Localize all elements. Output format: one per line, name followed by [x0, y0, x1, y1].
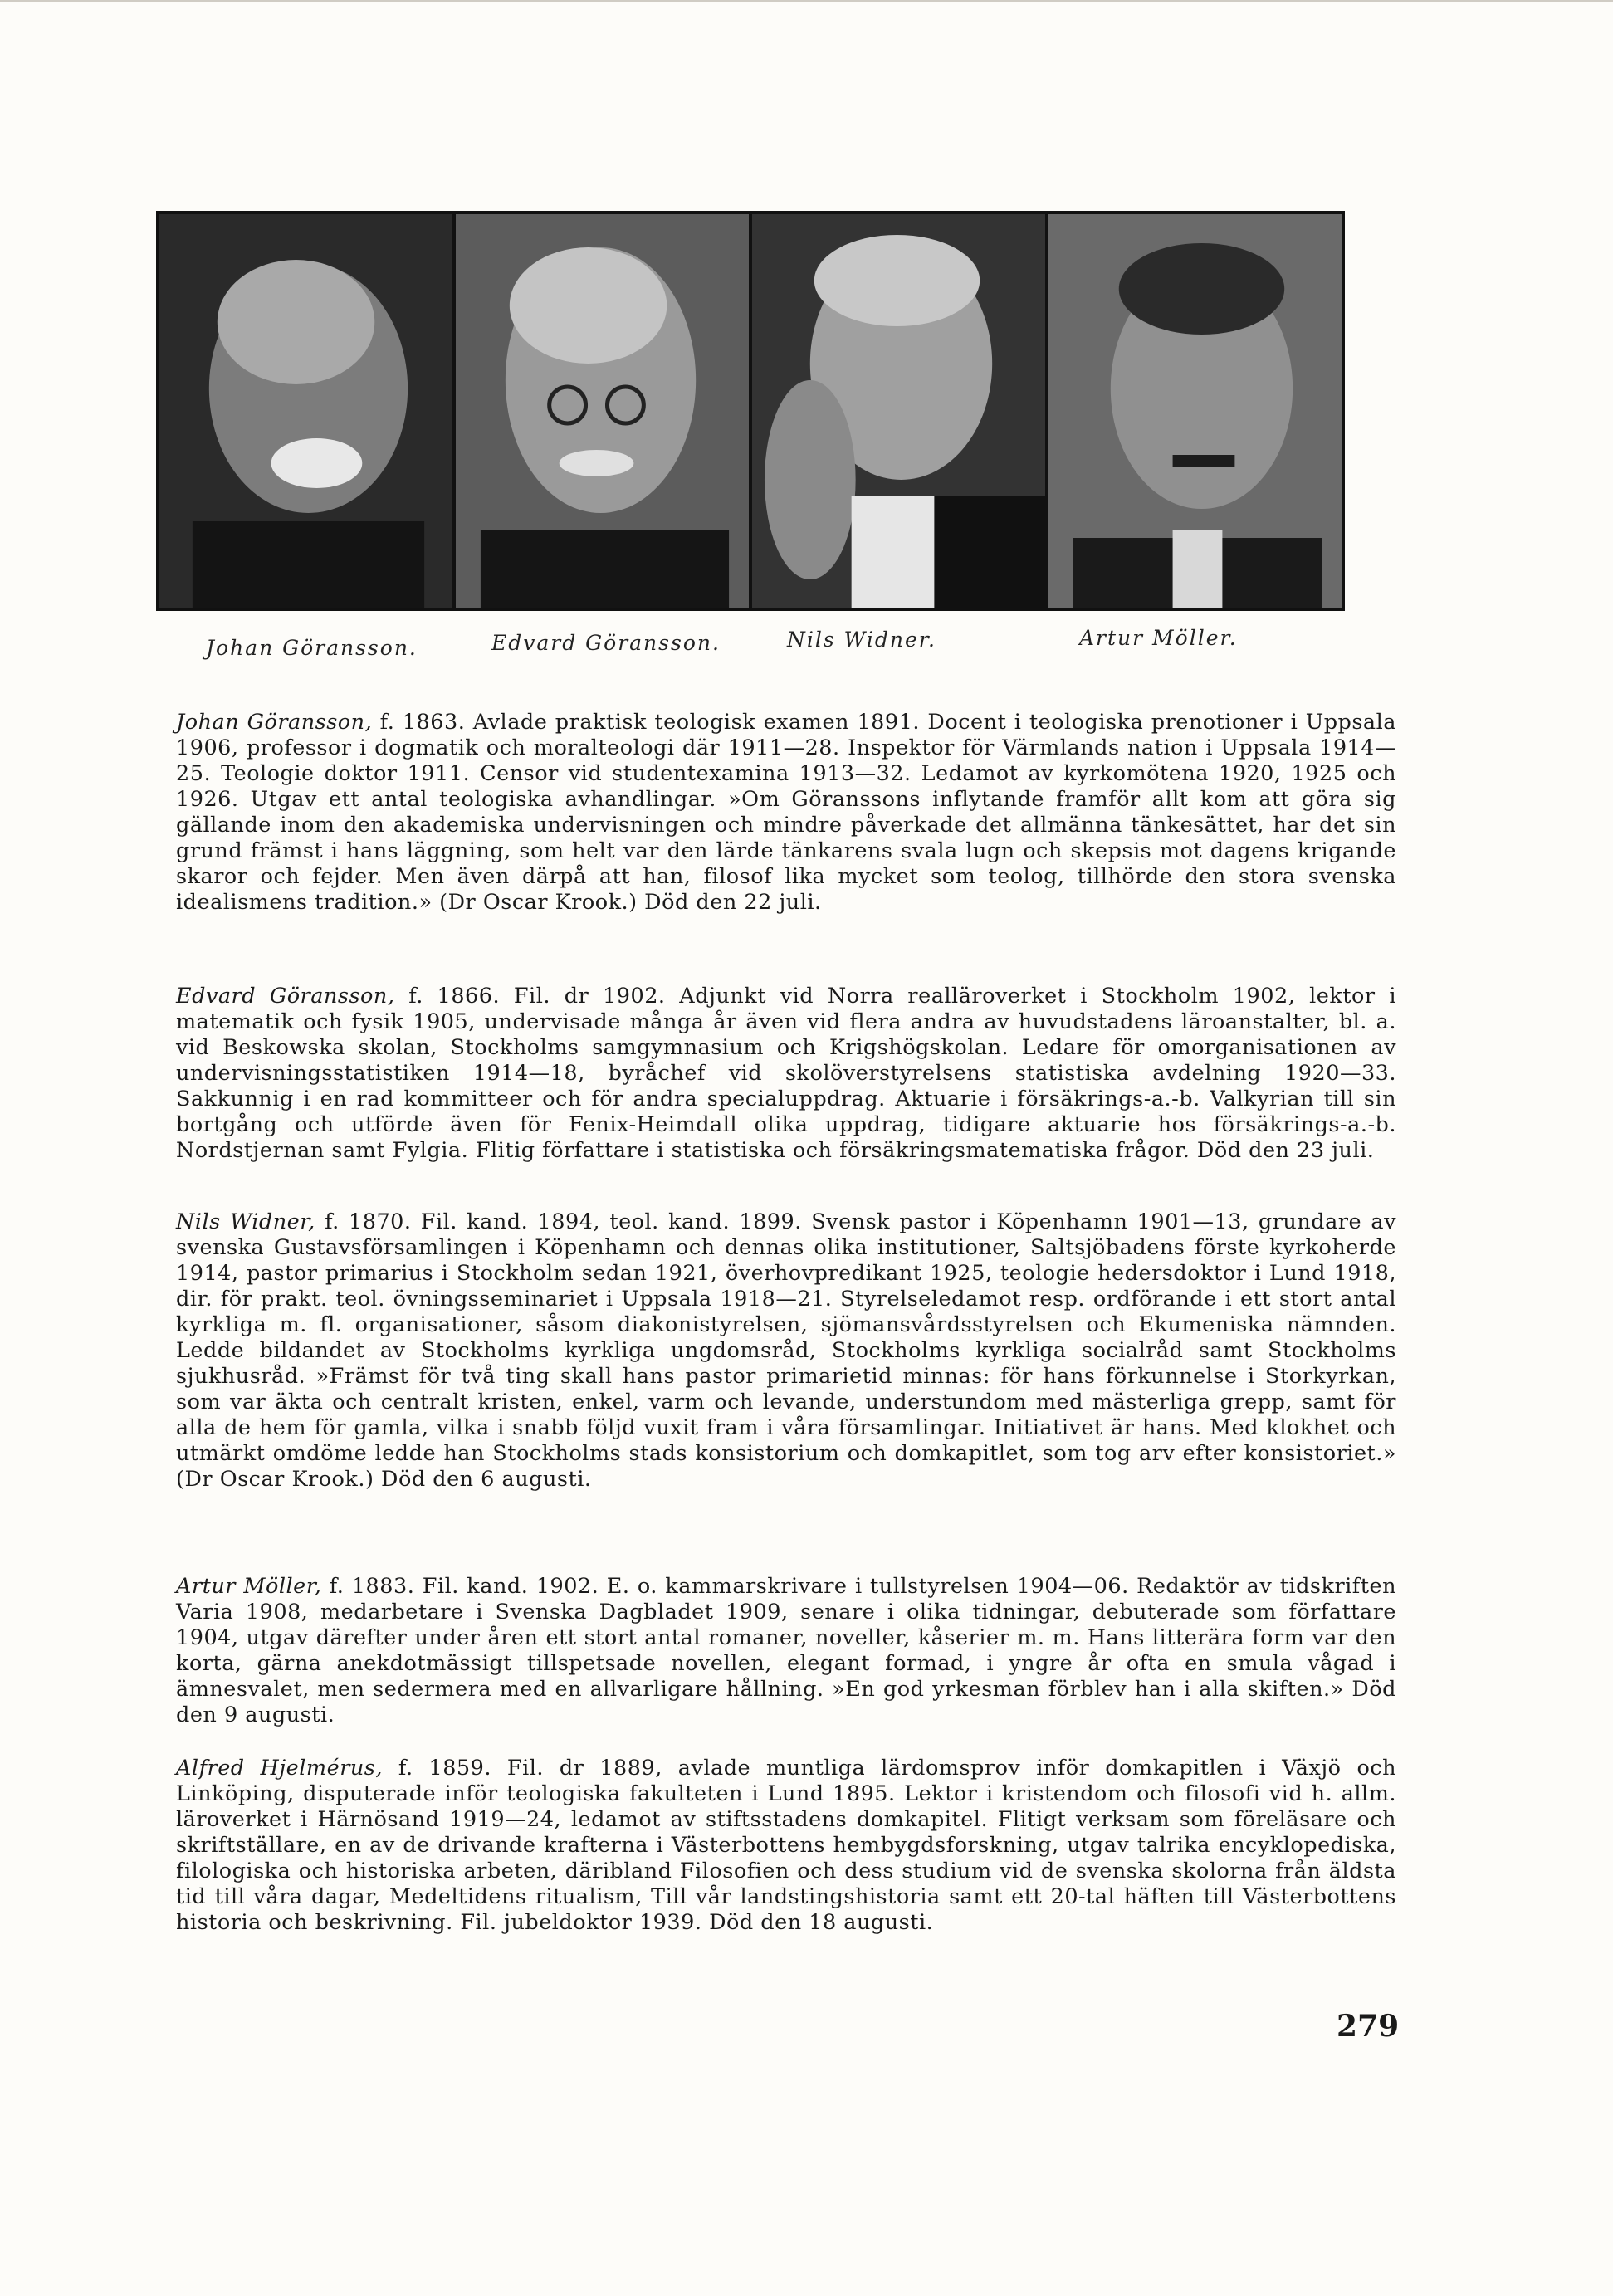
page-edge: [0, 0, 1613, 2]
caption-johan-goransson: Johan Göransson.: [206, 636, 418, 660]
entry-nils-widner: [176, 1209, 1396, 1492]
entry-name: Edvard Göransson,: [176, 984, 395, 1009]
entry-text: f. 1859. Fil. dr 1889, avlade muntliga lärdomsprov inför domkapitlen i Växjö och Linköping, disputerade inför teologiska fakulteten i Lund 1895. Lektor i kristendom och filosofi vid h. allm. läroverket i Härnösand 1919—24, ledamot av stiftsstadens domkapitel. Flitigt verksam som föreläsare och skriftställare, en av de drivande krafterna i Västerbottens hembygdsforskning, utgav talrika encyklopediska, filologiska och historiska arbeten, däribland Filosofien och dess studium vid de svenska skolorna från äldsta tid till våra dagar, Medeltidens ritualism, Till vår landstingshistoria samt ett 20-tal häften till Västerbottens historia och beskrivning. Fil. jubeldoktor 1939. Död den 18 augusti.: [176, 1756, 1397, 1935]
portrait-nils-widner: [752, 214, 1045, 608]
caption-edvard-goransson: Edvard Göransson.: [491, 631, 721, 655]
caption-nils-widner: Nils Widner.: [787, 628, 936, 652]
portrait-edvard-goransson: [456, 214, 749, 608]
entry-text: f. 1866. Fil. dr 1902. Adjunkt vid Norra realläroverket i Stockholm 1902, lektor i matematik och fysik 1905, undervisade många år även vid flera andra av huvudstadens läroanstalter, bl. a. vid Beskowska skolan, Stockholms samgymnasium och Krigshögskolan. Ledare för omorganisationen av undervisningsstatistiken 1914—18, byråchef vid skolöverstyrelsens statistiska avdelning 1920—33. Sakkunnig i en rad kommitteer och för andra specialuppdrag. Aktuarie i försäkrings-a.-b. Valkyrian till sin bortgång och utförde även för Fenix-Heimdall olika uppdrag, tidigare aktuarie hos försäkrings-a.-b. Nordstjernan samt Fylgia. Flitig författare i statistiska och försäkringsmatematiska frågor. Död den 23 juli.: [176, 984, 1396, 1163]
portrait-artur-moller: [1048, 214, 1342, 608]
entry-text: f. 1863. Avlade praktisk teologisk examen 1891. Docent i teologiska prenotioner i Uppsala 1906, professor i dogmatik och moralteologi där 1911—28. Inspektor för Värmlands nation i Uppsala 1914—25. Teologie doktor 1911. Censor vid studentexamina 1913—32. Ledamot av kyrkomötena 1920, 1925 och 1926. Utgav ett antal teologiska avhandlingar. »Om Göranssons inflytande framför allt kom att göra sig gällande inom den akademiska undervisningen och mindre påverkade det allmänna tänkesättet, har det sin grund främst i hans läggning, som helt var den lärde tänkarens svala lugn och skepsis mot dagens krigande skaror och fejder. Men även därpå att han, filosof lika mycket som teolog, tillhörde den stora svenska idealismens tradition.» (Dr Oscar Krook.) Död den 22 juli.: [176, 710, 1396, 915]
entry-text: f. 1883. Fil. kand. 1902. E. o. kammarskrivare i tullstyrelsen 1904—06. Redaktör av tidskriften Varia 1908, medarbetare i Svenska Dagbladet 1909, senare i olika tidningar, debuterade som författare 1904, utgav därefter under åren ett stort antal romaner, noveller, kåserier m. m. Hans litterära form var den korta, gärna anekdotmässigt tillspetsade novellen, elegant formad, i yngre år ofta en smula vågad i ämnesvalet, men sedermera med en allvarligare hållning. »En god yrkesman förblev han i alla skiften.» Död den 9 augusti.: [176, 1574, 1397, 1727]
portrait-strip: [156, 211, 1345, 611]
entry-name: Johan Göransson,: [176, 710, 373, 735]
page-number: 279: [1337, 2009, 1400, 2044]
entry-text: f. 1870. Fil. kand. 1894, teol. kand. 1899. Svensk pastor i Köpenhamn 1901—13, grundare av svenska Gustavsförsamlingen i Köpenhamn och dennas olika institutioner, Saltsjöbadens förste kyrkoherde 1914, pastor primarius i Stockholm sedan 1921, överhovpredikant 1925, teologie hedersdoktor i Lund 1918, dir. för prakt. teol. övningsseminariet i Uppsala 1918—21. Styrelseledamot resp. ordförande i ett stort antal kyrkliga m. fl. organisationer, såsom diakonistyrelsen, sjömansvårdsstyrelsen och Ekumeniska nämnden. Ledde bildandet av Stockholms kyrkliga ungdomsråd, Stockholms kyrkliga socialråd samt Stockholms sjukhusråd. »Främst för två ting skall hans pastor primarietid minnas: för hans förkunnelse i Storkyrkan, som var äkta och centralt kristen, enkel, varm och levande, understundom med mästerliga grepp, samt för alla de hem för gamla, vilka i snabb följd vuxit fram i våra församlingar. Initiativet är hans. Med klokhet och utmärkt omdöme ledde han Stockholms stads konsistorium och domkapitlet, som tog arv efter konsistoriet.» (Dr Oscar Krook.) Död den 6 augusti.: [176, 1209, 1396, 1492]
entry-name: Artur Möller,: [176, 1574, 322, 1599]
portrait-captions: [156, 626, 1345, 672]
portrait-johan-goransson: [159, 214, 452, 608]
caption-artur-moller: Artur Möller.: [1079, 626, 1238, 650]
entry-name: Nils Widner,: [176, 1209, 315, 1234]
entry-alfred-hjelmerus: [176, 1756, 1396, 1936]
entry-johan-goransson: [176, 710, 1396, 916]
entry-edvard-goransson: [176, 984, 1396, 1164]
entry-name: Alfred Hjelmérus,: [176, 1756, 383, 1781]
entry-artur-moller: [176, 1574, 1396, 1728]
